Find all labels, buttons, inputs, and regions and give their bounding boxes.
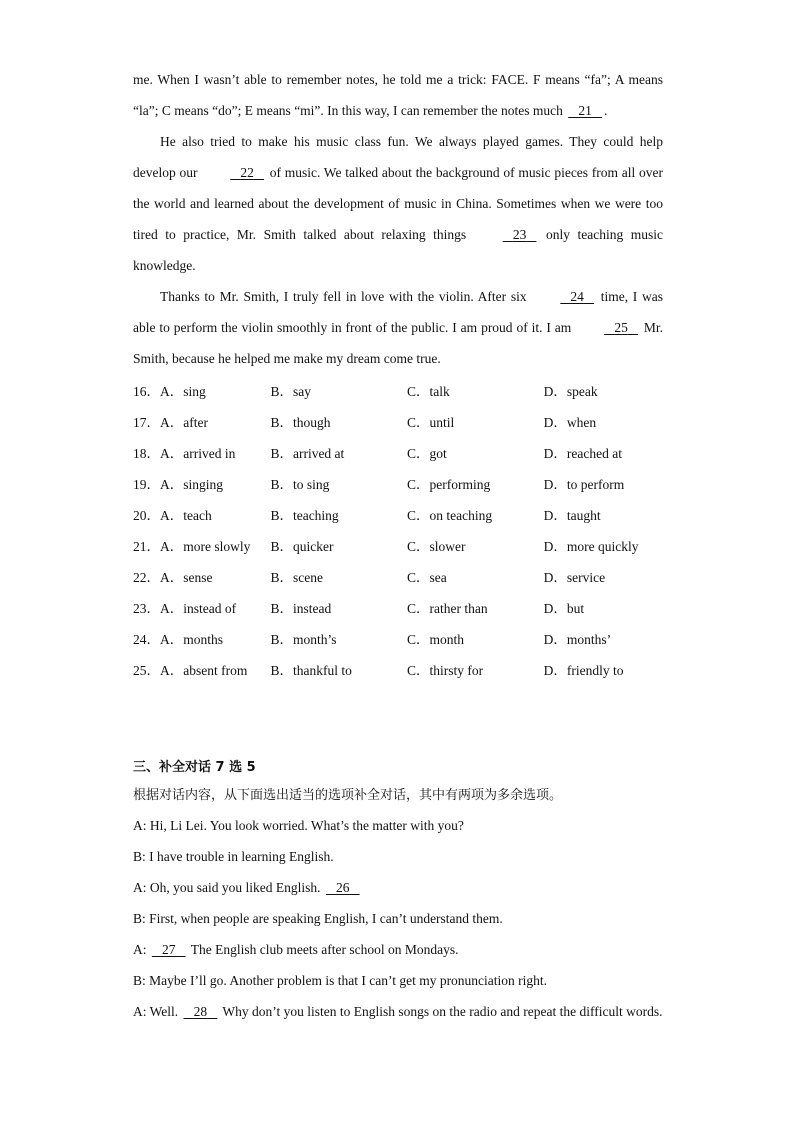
option-text: B．say [270, 383, 311, 399]
dialogue-section [133, 754, 663, 1027]
option-c [407, 591, 544, 622]
option-row [133, 529, 663, 560]
option-d [544, 560, 663, 591]
option-a [133, 436, 270, 467]
option-text: B．instead [270, 600, 332, 616]
option-text: B．scene [270, 569, 323, 585]
question-number: 19． [133, 476, 160, 492]
option-a [133, 560, 270, 591]
option-row [133, 405, 663, 436]
option-a [133, 591, 270, 622]
option-d [544, 374, 663, 405]
option-b [270, 467, 407, 498]
dialogue-line: A: 27 The English club meets after school on Mondays. [133, 934, 663, 965]
option-d [544, 498, 663, 529]
option-d [544, 622, 663, 653]
option-row [133, 436, 663, 467]
option-c [407, 622, 544, 653]
question-number: 18． [133, 445, 160, 461]
option-text: A．teach [160, 507, 212, 523]
option-b [270, 436, 407, 467]
passage-paragraph-3 [133, 281, 663, 374]
option-row [133, 560, 663, 591]
option-c [407, 405, 544, 436]
dialogue-line: B: First, when people are speaking English, I can’t understand them. [133, 911, 503, 926]
dialogue-line: B: Maybe I’ll go. Another problem is that I can’t get my pronunciation right. [133, 973, 548, 988]
blank-23: 23 [512, 227, 527, 242]
question-number: 24． [133, 631, 160, 647]
option-row [133, 622, 663, 653]
blank-26: 26 [336, 880, 350, 895]
dialogue-line: B: I have trouble in learning English. [133, 849, 334, 864]
option-text: C．sea [406, 569, 447, 585]
option-text: C．slower [406, 538, 466, 554]
blank-21: 21 [578, 103, 592, 118]
passage-text: He also tried to make his music class fun. We always played games. They could help develop our [133, 134, 663, 180]
option-a [133, 374, 270, 405]
passage-text: only teaching music knowledge. [133, 227, 663, 273]
question-number: 25． [133, 662, 160, 678]
option-d [544, 467, 663, 498]
options-table [133, 374, 663, 684]
blank-27: 27 [162, 942, 176, 957]
option-text: A．sing [160, 383, 206, 399]
blank-25: 25 [614, 320, 628, 335]
option-d [544, 405, 663, 436]
option-text: B．teaching [270, 507, 339, 523]
option-text: D．friendly to [543, 662, 624, 678]
passage-paragraph-2 [133, 126, 663, 281]
document-page [133, 64, 663, 1027]
option-text: D．reached at [543, 445, 622, 461]
option-text: A．instead of [160, 600, 237, 616]
option-text: D．when [543, 414, 597, 430]
section-instructions: 根据对话内容，从下面选出适当的选项补全对话，其中有两项为多余选项。 [133, 788, 563, 803]
option-d [544, 591, 663, 622]
option-b [270, 622, 407, 653]
option-text: D．but [543, 600, 585, 616]
option-a [133, 622, 270, 653]
option-c [407, 498, 544, 529]
option-text: C．got [406, 445, 447, 461]
option-text: B．to sing [270, 476, 330, 492]
passage-text: . [603, 103, 608, 118]
option-text: C．rather than [406, 600, 488, 616]
option-a [133, 529, 270, 560]
option-d [544, 436, 663, 467]
option-c [407, 467, 544, 498]
option-a [133, 405, 270, 436]
option-row [133, 591, 663, 622]
question-number: 16． [133, 383, 160, 399]
option-row [133, 653, 663, 684]
option-d [544, 529, 663, 560]
passage-text: Thanks to Mr. Smith, I truly fell in love with the violin. After six [160, 289, 532, 304]
question-number: 20． [133, 507, 160, 523]
option-a [133, 498, 270, 529]
option-c [407, 374, 544, 405]
option-text: D．more quickly [543, 538, 639, 554]
blank-22: 22 [240, 165, 254, 180]
passage-paragraph-1 [133, 64, 663, 126]
option-text: C．on teaching [406, 507, 493, 523]
option-b [270, 591, 407, 622]
option-text: B．though [270, 414, 331, 430]
option-text: D．speak [543, 383, 598, 399]
option-text: C．performing [406, 476, 491, 492]
option-text: A．months [160, 631, 224, 647]
option-b [270, 653, 407, 684]
option-text: C．month [406, 631, 464, 647]
option-text: C．talk [406, 383, 450, 399]
passage-text: me. When I wasn’t able to remember notes, he told me a trick: FACE. F means “fa”; A means “la”; C means “do”; E means “mi”. In this way, I can remember the notes much [133, 72, 663, 118]
option-text: A．sense [160, 569, 213, 585]
dialogue-line: A: Oh, you said you liked English. 26 [133, 872, 663, 903]
option-text: A．after [160, 414, 208, 430]
option-text: A．arrived in [160, 445, 236, 461]
question-number: 21． [133, 538, 160, 554]
option-a [133, 653, 270, 684]
question-number: 23． [133, 600, 160, 616]
question-number: 22． [133, 569, 160, 585]
option-b [270, 498, 407, 529]
option-text: A．singing [160, 476, 224, 492]
option-b [270, 405, 407, 436]
question-number: 17． [133, 414, 160, 430]
option-b [270, 529, 407, 560]
option-text: C．thirsty for [406, 662, 484, 678]
option-c [407, 529, 544, 560]
option-row [133, 498, 663, 529]
option-b [270, 560, 407, 591]
option-b [270, 374, 407, 405]
option-text: B．quicker [270, 538, 334, 554]
option-row [133, 374, 663, 405]
option-text: A．more slowly [160, 538, 251, 554]
option-a [133, 467, 270, 498]
option-text: D．to perform [543, 476, 625, 492]
option-text: A．absent from [160, 662, 248, 678]
blank-28: 28 [193, 1004, 208, 1019]
blank-24: 24 [570, 289, 584, 304]
passage-text: time, I was able to perform the violin smoothly in front of the public. I am proud of it. I am [133, 289, 663, 335]
option-d [544, 653, 663, 684]
option-c [407, 436, 544, 467]
option-c [407, 653, 544, 684]
option-text: B．arrived at [270, 445, 345, 461]
option-text: B．month’s [270, 631, 337, 647]
section-title: 三、补全对话 7 选 5 [133, 760, 256, 775]
option-text: D．service [543, 569, 606, 585]
passage-text: of music. We talked about the background of music pieces from all over the world and learned about the development of music in China. Sometimes when we were too tired to practice, Mr. Smith talked about relaxing things [133, 165, 663, 242]
passage-text: Mr. Smith, because he helped me make my dream come true. [133, 320, 663, 366]
dialogue-line: A: Well. 28 Why don’t you listen to English songs on the radio and repeat the difficult words. [133, 996, 663, 1027]
option-text: B．thankful to [270, 662, 352, 678]
option-c [407, 560, 544, 591]
option-text: D．months’ [543, 631, 612, 647]
option-row [133, 467, 663, 498]
dialogue-line: A: Hi, Li Lei. You look worried. What’s the matter with you? [133, 818, 464, 833]
option-text: C．until [406, 414, 455, 430]
option-text: D．taught [543, 507, 601, 523]
